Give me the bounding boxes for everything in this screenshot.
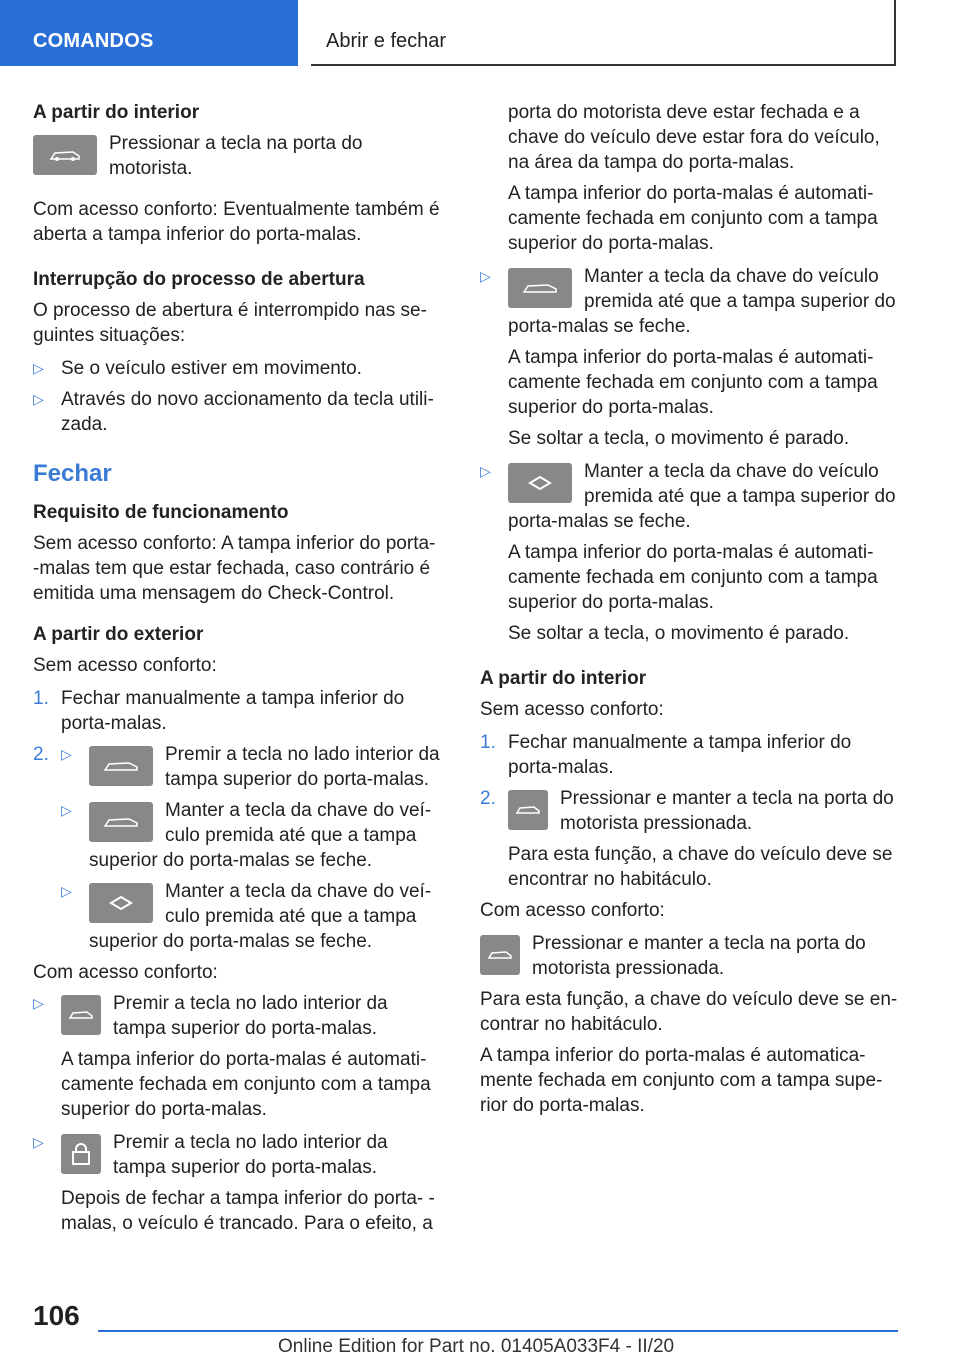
triangle-marker-icon: ▷ [480,463,491,479]
icon-row-door-button [33,131,443,181]
numbered-item: 1. Fechar manualmente a tampa inferior do porta-malas. [33,688,405,734]
list-item: ▷ Através do novo accionamento da tecla utili- zada. [33,389,434,435]
trunk-button-icon [508,790,548,830]
paragraph-requirement: Sem acesso conforto: A tampa inferior do porta- -malas tem que estar fechada, caso contrário é emitida uma mensagem do Check-Control. [33,533,436,604]
trunk-button-icon [89,746,153,786]
left-column [33,100,443,1236]
numbered-item: 1. Fechar manualmente a tampa inferior do porta-malas. [480,732,852,778]
header-tab-label: COMANDOS [33,30,154,52]
continued-text: porta do motorista deve estar fechada e a chave do veículo deve estar fora do veículo, na área da tampa do porta-malas. A tampa inferior do porta-malas é automati- camente fechada em conjunto com a tampa superior do porta-malas. [508,102,880,254]
list-item: ▷ Se o veículo estiver em movimento. [33,358,362,379]
trunk-button-icon [508,268,572,308]
heading-interior: A partir do interior [33,102,200,123]
heading-requirement: Requisito de funcionamento [33,502,289,523]
icon-text-door-button: Pressionar a tecla na porta do motorista. [109,133,363,179]
lock-icon [61,1134,101,1174]
right-column: porta do motorista deve estar fechada e a chave do veículo deve estar fora do veículo, na área da tampa do porta-malas. A tampa inferior do porta-malas é automati- camente fechada em conjunto com a tampa superior do porta-malas. ▷ Manter a tecla da chave do veículo premida até que a tampa superior do porta-malas se feche. A tampa inferior do porta-malas é automati- camente fechada em conjunto com a tampa superior do porta-malas. Se soltar a tecla, o movimento é parado. ▷ Manter a tecla da chave do veículo premida até que a tampa superior do porta-malas se feche. A tampa inferior do porta-malas é automati- camente fechada em conjunto com a tampa superior do porta-malas. Se soltar a tecla, o movimento é parado. A partir do interior Sem acesso conforto: 1. Fechar manualmente a tampa inferior do porta-malas. 2. Pressionar e manter a tecla na porta do motorista pressionada. Para esta função, a chave do veículo deve se encontrar no habitáculo. Com acesso conforto: Pressionar e manter a tecla na porta do motorista pressionada. Para esta função, a chave do veículo deve se en- contrar no habitáculo. A tampa inferior do porta-malas é automatica- mente fechada em conjunto com a tampa supe- rior do porta-malas. [480,100,900,1118]
list-item: ▷ Manter a tecla da chave do veículo premida até que a tampa superior do porta-malas se feche. A tampa inferior do porta-malas é automati- camente fechada em conjunto com a tampa superior do porta-malas. Se soltar a tecla, o movimento é parado. [480,266,896,449]
header-title-box [311,0,896,66]
triangle-marker-icon: ▷ [61,883,72,899]
footer-edition: Online Edition for Part no. 01405A033F4 - II/20 [278,1336,675,1357]
triangle-marker-icon: ▷ [61,746,72,762]
triangle-marker-icon: ▷ [33,995,44,1011]
heading-interior-2: A partir do interior [480,668,647,689]
sub-item: ▷ Manter a tecla da chave do veí- culo premida até que a tampa superior do porta-malas se feche. [61,881,432,952]
heading-interruption: Interrupção do processo de abertura [33,269,365,290]
paragraph-interruption: O processo de abertura é interrompido nas se- guintes situações: [33,300,427,346]
key-button-icon [508,463,572,503]
page-number: 106 [33,1300,80,1331]
paragraph-no-comfort: Sem acesso conforto: [33,655,217,676]
trunk-button-icon [480,935,520,975]
paragraph-comfort-access: Com acesso conforto: Eventualmente também é aberta a tampa inferior do porta-malas. [33,199,440,245]
triangle-marker-icon: ▷ [61,802,72,818]
triangle-marker-icon: ▷ [33,360,44,376]
trunk-button-icon [89,802,153,842]
trunk-button-icon [33,135,97,175]
heading-exterior: A partir do exterior [33,624,204,645]
list-item: ▷ Premir a tecla no lado interior da tampa superior do porta-malas. Depois de fechar a tampa inferior do porta- -malas, o veículo é trancado. Para o efeito, a [33,1132,435,1234]
section-title-close: Fechar [33,460,112,487]
key-button-icon [89,883,153,923]
list-item: ▷ Premir a tecla no lado interior da tampa superior do porta-malas. A tampa inferior do porta-malas é automati- camente fechada em conjunto com a tampa superior do porta-malas. [33,993,431,1120]
triangle-marker-icon: ▷ [33,1134,44,1150]
list-item: ▷ Manter a tecla da chave do veículo premida até que a tampa superior do porta-malas se feche. A tampa inferior do porta-malas é automati- camente fechada em conjunto com a tampa superior do porta-malas. Se soltar a tecla, o movimento é parado. [480,461,896,644]
sub-item: ▷ Premir a tecla no lado interior da tampa superior do porta-malas. [61,744,440,790]
triangle-marker-icon: ▷ [480,268,491,284]
footer-divider [98,1330,898,1332]
numbered-item: 2. Pressionar e manter a tecla na porta do motorista pressionada. Para esta função, a chave do veículo deve se encontrar no habitáculo. [480,788,894,890]
paragraph-with-comfort: Com acesso conforto: [33,962,218,983]
triangle-marker-icon: ▷ [33,391,44,407]
numbered-item: 2. ▷ Premir a tecla no lado interior da tampa superior do porta-malas. ▷ Manter a tecla da chave do veí- culo premida até que a tampa superior do porta-malas se feche. ▷ Manter a tecla da chave do veí- culo premida até que a tampa superior do porta-malas se feche. [33,742,443,954]
icon-row: Pressionar e manter a tecla na porta do motorista pressionada. [480,931,900,981]
sub-item: ▷ Manter a tecla da chave do veí- culo premida até que a tampa superior do porta-malas se feche. [61,800,432,871]
trunk-button-icon [61,995,101,1035]
header-tab [0,0,298,66]
header-title: Abrir e fechar [326,30,447,52]
